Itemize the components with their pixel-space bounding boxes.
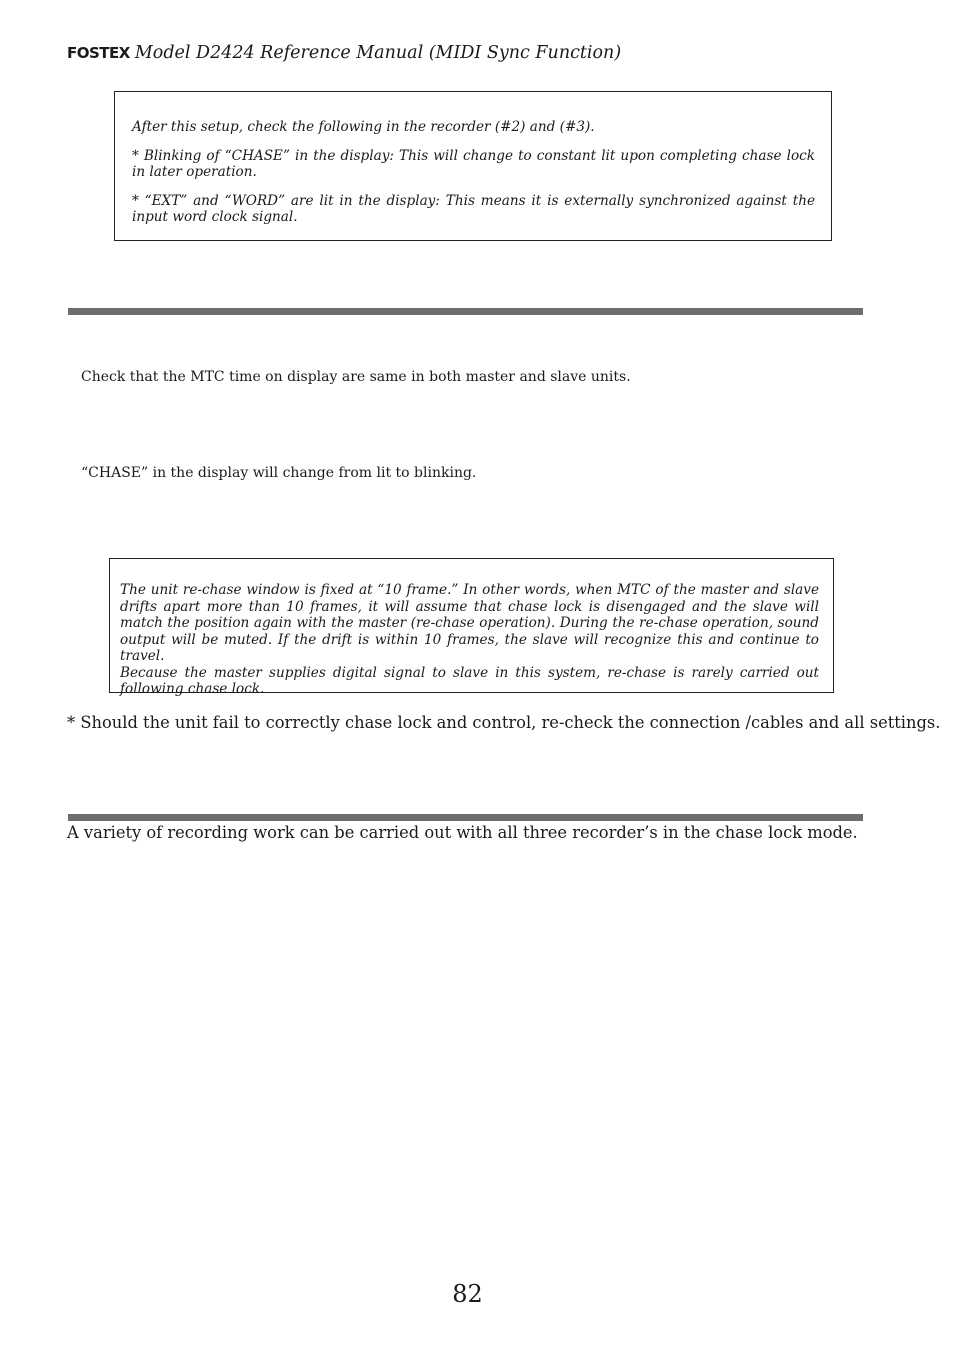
page-number: 82 xyxy=(452,1280,483,1308)
section-divider xyxy=(68,814,863,821)
note-paragraph: The unit re-chase window is fixed at “10 frame.” In other words, when MTC of the master and slave drifts apart more than 10 frames, it will assume that chase lock is disengaged and the slave will match the position again with the master (re-chase operation). During the re-chase operation, sound output will be muted. If the drift is within 10 frames, the slave will recognize this and continue to travel. xyxy=(120,582,819,664)
page-header xyxy=(67,43,621,63)
section-divider xyxy=(68,308,863,315)
recording-text: A variety of recording work can be carried out with all three recorder’s in the chase lock mode. xyxy=(67,823,858,842)
manual-title: Model D2424 Reference Manual (MIDI Sync Function) xyxy=(134,43,622,63)
note-box-check xyxy=(114,91,832,241)
caution-text: * Should the unit fail to correctly chase lock and control, re-check the connection /cables and all settings. xyxy=(67,713,941,732)
note-box-rechase xyxy=(109,558,834,697)
step-text-chase-blink: “CHASE” in the display will change from lit to blinking. xyxy=(81,465,477,481)
step-text-check-mtc: Check that the MTC time on display are same in both master and slave units. xyxy=(81,369,631,385)
note-line: * Blinking of “CHASE” in the display: This will change to constant lit upon completing chase lock in later operation. xyxy=(132,147,815,180)
note-line: * “EXT” and “WORD” are lit in the display: This means it is externally synchronized against the input word clock signal. xyxy=(132,192,815,225)
note-line: After this setup, check the following in the recorder (#2) and (#3). xyxy=(132,119,595,135)
fostex-logo: FOSTEX xyxy=(67,44,130,62)
note-paragraph: Because the master supplies digital signal to slave in this system, re-chase is rarely carried out following chase lock. xyxy=(120,664,819,697)
